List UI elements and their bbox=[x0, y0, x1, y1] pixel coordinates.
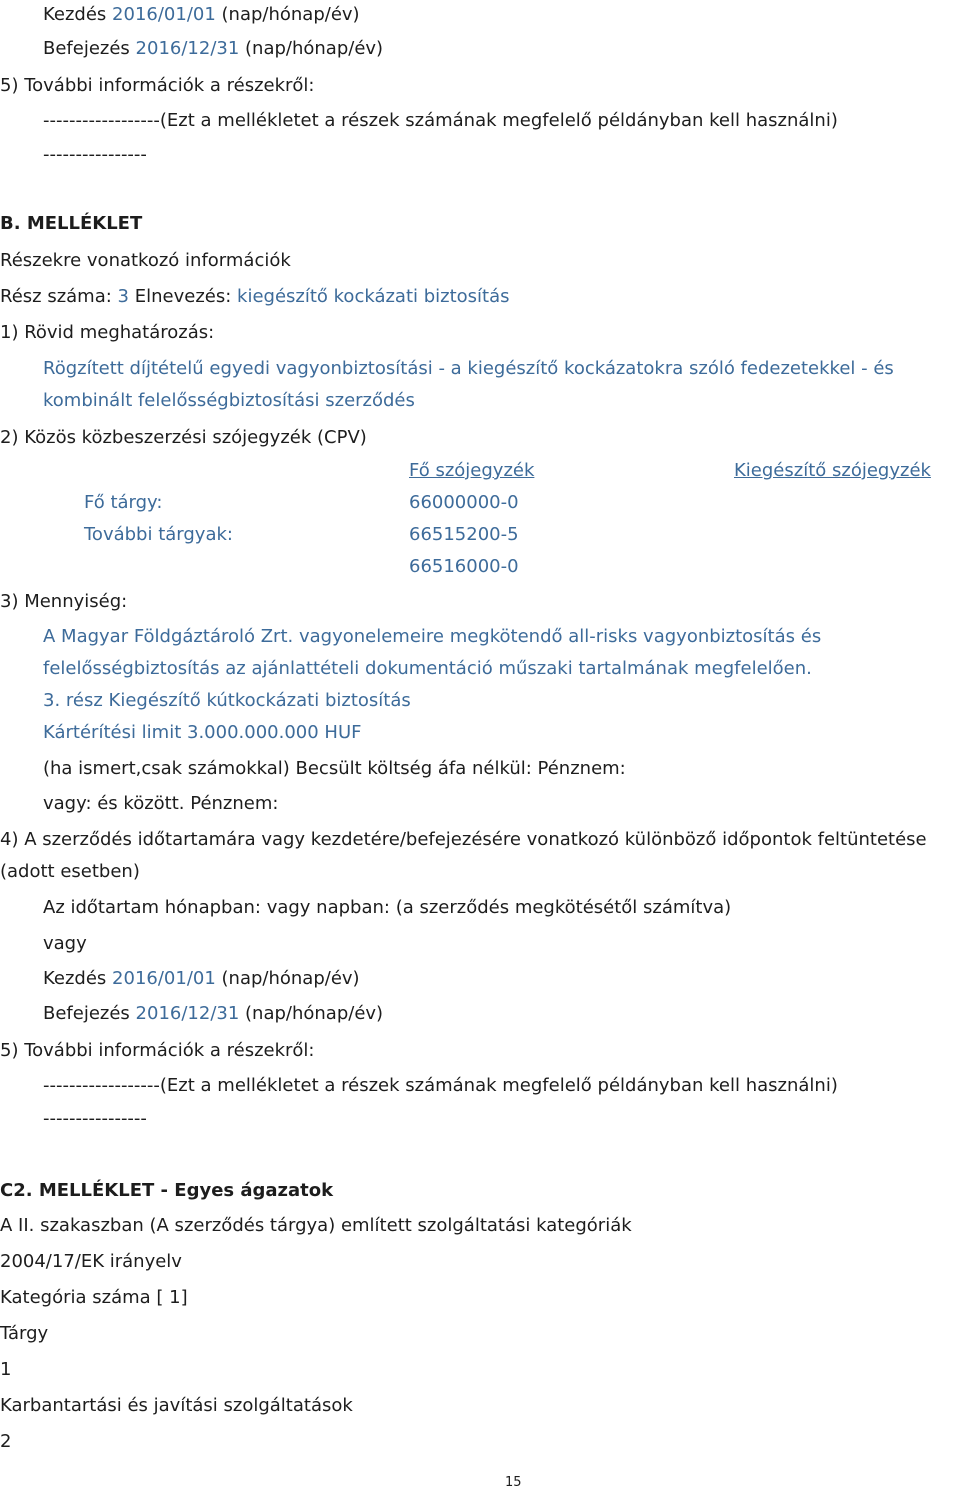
further-subject-code: 66516000-0 bbox=[409, 556, 519, 577]
duration-heading: 4) A szerződés időtartamára vagy kezdetére/befejezésére vonatkozó különböző időpontok feltüntetése bbox=[0, 829, 927, 850]
part-number: 3 bbox=[117, 286, 129, 307]
end-date-line: Befejezés 2016/12/31 (nap/hónap/év) bbox=[43, 38, 384, 59]
start-date: 2016/01/01 bbox=[112, 968, 216, 989]
subject-label: Tárgy bbox=[0, 1323, 49, 1344]
estimate-line: (ha ismert,csak számokkal) Becsült költség áfa nélkül: Pénznem: bbox=[43, 758, 626, 779]
part-name: kiegészítő kockázati biztosítás bbox=[237, 286, 510, 307]
short-desc-label: 1) Rövid meghatározás: bbox=[0, 322, 215, 343]
category-number-line: Kategória száma [ 1] bbox=[0, 1287, 188, 1308]
dash-line: ---------------- bbox=[43, 1108, 147, 1129]
annex-usage-note: ------------------(Ezt a mellékletet a részek számának megfelelő példányban kell használni) bbox=[43, 1075, 838, 1096]
quantity-text: A Magyar Földgáztároló Zrt. vagyonelemeire megkötendő all-risks vagyonbiztosítás és bbox=[43, 626, 822, 647]
next-number: 2 bbox=[0, 1431, 12, 1452]
cpv-heading: 2) Közös közbeszerzési szójegyzék (CPV) bbox=[0, 427, 367, 448]
short-desc-line: kombinált felelősségbiztosítási szerződés bbox=[43, 390, 415, 411]
directive-line: 2004/17/EK irányelv bbox=[0, 1251, 182, 1272]
short-desc-line: Rögzített díjtételű egyedi vagyonbiztosítási - a kiegészítő kockázatokra szóló fedezetekkel - és bbox=[43, 358, 894, 379]
dash-line: ---------------- bbox=[43, 144, 147, 165]
or-text: vagy bbox=[43, 933, 87, 954]
subject-number: 1 bbox=[0, 1359, 12, 1380]
more-info-heading: 5) További információk a részekről: bbox=[0, 75, 315, 96]
quantity-text: Kártérítési limit 3.000.000.000 HUF bbox=[43, 722, 362, 743]
cpv-main-header: Fő szójegyzék bbox=[409, 460, 535, 481]
start-date-line: Kezdés 2016/01/01 (nap/hónap/év) bbox=[43, 4, 360, 25]
further-subject-code: 66515200-5 bbox=[409, 524, 519, 545]
main-subject-code: 66000000-0 bbox=[409, 492, 519, 513]
start-date: 2016/01/01 bbox=[112, 4, 216, 25]
end-date-line: Befejezés 2016/12/31 (nap/hónap/év) bbox=[43, 1003, 384, 1024]
start-date-line: Kezdés 2016/01/01 (nap/hónap/év) bbox=[43, 968, 360, 989]
quantity-heading: 3) Mennyiség: bbox=[0, 591, 128, 612]
quantity-text: felelősségbiztosítás az ajánlattételi dokumentáció műszaki tartalmának megfelelően. bbox=[43, 658, 812, 679]
duration-months-line: Az időtartam hónapban: vagy napban: (a szerződés megkötésétől számítva) bbox=[43, 897, 732, 918]
range-line: vagy: és között. Pénznem: bbox=[43, 793, 279, 814]
end-date: 2016/12/31 bbox=[135, 38, 240, 59]
end-date: 2016/12/31 bbox=[135, 1003, 240, 1024]
cpv-supplementary-header: Kiegészítő szójegyzék bbox=[734, 460, 931, 481]
annex-usage-note: ------------------(Ezt a mellékletet a részek számának megfelelő példányban kell használni) bbox=[43, 110, 838, 131]
further-subjects-label: További tárgyak: bbox=[84, 524, 233, 545]
more-info-heading: 5) További információk a részekről: bbox=[0, 1040, 315, 1061]
service-categories-line: A II. szakaszban (A szerződés tárgya) említett szolgáltatási kategóriák bbox=[0, 1215, 632, 1236]
page-number: 15 bbox=[505, 1475, 522, 1490]
quantity-text: 3. rész Kiegészítő kútkockázati biztosítás bbox=[43, 690, 411, 711]
subject-description: Karbantartási és javítási szolgáltatások bbox=[0, 1395, 353, 1416]
part-line: Rész száma: 3 Elnevezés: kiegészítő kockázati biztosítás bbox=[0, 286, 510, 307]
duration-heading-cont: (adott esetben) bbox=[0, 861, 140, 882]
annex-c2-title: C2. MELLÉKLET - Egyes ágazatok bbox=[0, 1180, 334, 1201]
annex-b-title: B. MELLÉKLET bbox=[0, 213, 143, 234]
main-subject-label: Fő tárgy: bbox=[84, 492, 163, 513]
annex-b-subtitle: Részekre vonatkozó információk bbox=[0, 250, 291, 271]
